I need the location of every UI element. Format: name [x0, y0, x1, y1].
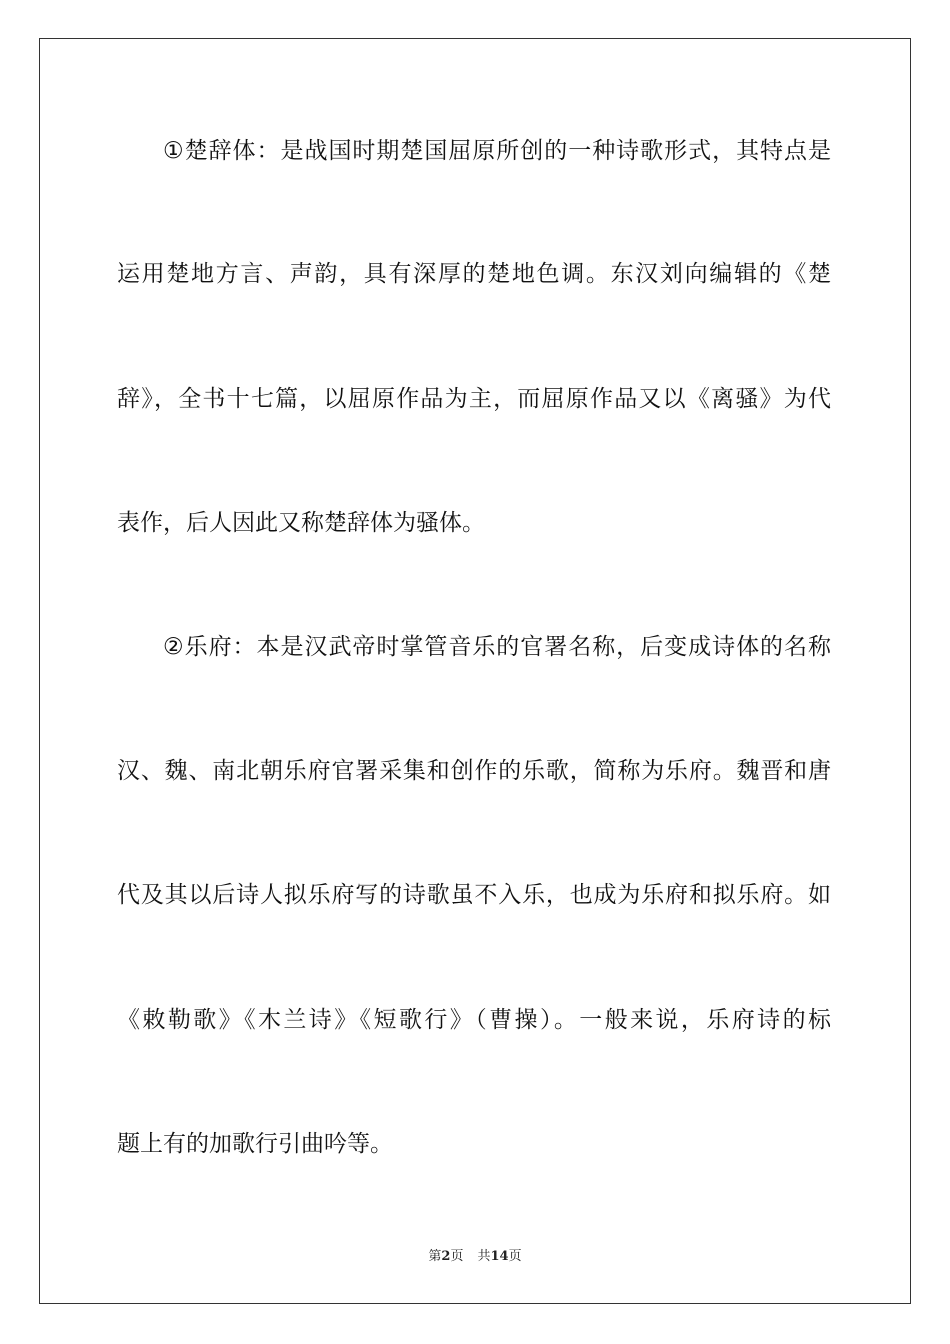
page-footer: [0, 1248, 950, 1266]
footer-total-unit: 页: [508, 1249, 522, 1264]
paragraph-line: 题上有的加歌行引曲吟等。: [117, 1131, 393, 1157]
paragraph-line: 汉、魏、南北朝乐府官署采集和创作的乐歌，简称为乐府。魏晋和唐: [117, 758, 831, 784]
footer-prefix: 第: [428, 1249, 442, 1264]
paragraph-line: 《敕勒歌》《木兰诗》《短歌行》（曹操）。一般来说，乐府诗的标: [117, 1007, 831, 1033]
current-page-number: 2: [441, 1249, 451, 1264]
paragraph-line: ①楚辞体：是战国时期楚国屈原所创的一种诗歌形式，其特点是: [163, 138, 831, 164]
footer-page-unit: 页: [450, 1249, 464, 1264]
paragraph-line: 运用楚地方言、声韵，具有深厚的楚地色调。东汉刘向编辑的《楚: [117, 261, 831, 287]
footer-total-prefix: 共: [477, 1249, 491, 1264]
page-border: [39, 38, 911, 1304]
paragraph-line: ②乐府：本是汉武帝时掌管音乐的官署名称，后变成诗体的名称: [163, 634, 831, 660]
paragraph-line: 辞》，全书十七篇，以屈原作品为主，而屈原作品又以《离骚》为代: [117, 386, 831, 412]
paragraph-line: 代及其以后诗人拟乐府写的诗歌虽不入乐，也成为乐府和拟乐府。如: [117, 882, 831, 908]
total-page-number: 14: [490, 1249, 509, 1264]
paragraph-line: 表作，后人因此又称楚辞体为骚体。: [117, 510, 485, 536]
